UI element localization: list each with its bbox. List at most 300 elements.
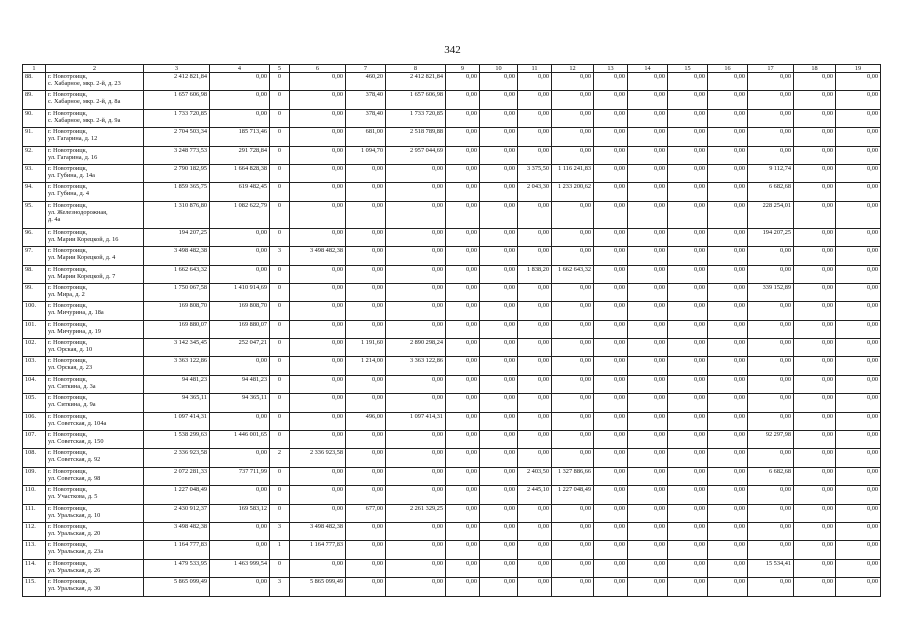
value-cell: 2 890 298,24: [386, 339, 446, 357]
address-line: г. Новотроицк,: [48, 431, 88, 439]
value-cell: 0,00: [446, 504, 480, 522]
address-line: г. Новотроицк,: [48, 449, 88, 457]
value-cell: 0,00: [518, 522, 552, 540]
value-cell: 0,00: [480, 73, 518, 91]
address-cell: [46, 559, 144, 577]
value-cell: 0,00: [668, 265, 708, 283]
value-cell: 0,00: [748, 522, 794, 540]
value-cell: 1 097 414,31: [144, 412, 210, 430]
table-row: [23, 578, 881, 596]
value-cell: 0,00: [386, 522, 446, 540]
value-cell: 0,00: [628, 183, 668, 201]
value-cell: 0,00: [386, 283, 446, 301]
value-cell: 0,00: [594, 339, 628, 357]
value-cell: 0: [270, 302, 290, 320]
value-cell: 0,00: [794, 283, 836, 301]
column-header: 3: [144, 65, 210, 73]
value-cell: 0,00: [748, 109, 794, 127]
value-cell: 0: [270, 320, 290, 338]
value-cell: 0,00: [446, 183, 480, 201]
value-cell: 1 191,60: [346, 339, 386, 357]
value-cell: 92 297,98: [748, 431, 794, 449]
value-cell: 0,00: [668, 128, 708, 146]
value-cell: 0,00: [708, 504, 748, 522]
value-cell: 0,00: [552, 283, 594, 301]
value-cell: 0,00: [594, 559, 628, 577]
value-cell: 0,00: [386, 183, 446, 201]
value-cell: 0,00: [708, 412, 748, 430]
value-cell: 0,00: [446, 265, 480, 283]
value-cell: 1 446 001,65: [210, 431, 270, 449]
table-row: [23, 394, 881, 412]
table-row: [23, 164, 881, 182]
row-number: 109.: [23, 467, 46, 485]
value-cell: 0,00: [748, 128, 794, 146]
value-cell: 0,00: [836, 504, 881, 522]
value-cell: 0,00: [552, 357, 594, 375]
value-cell: 0,00: [386, 578, 446, 596]
value-cell: 0,00: [668, 375, 708, 393]
table-row: [23, 146, 881, 164]
value-cell: 0,00: [346, 201, 386, 228]
value-cell: 0,00: [668, 486, 708, 504]
value-cell: 0: [270, 559, 290, 577]
value-cell: 0,00: [836, 91, 881, 109]
value-cell: 0,00: [628, 164, 668, 182]
address-line: г. Новотроицк,: [48, 228, 88, 236]
value-cell: 0,00: [346, 164, 386, 182]
address-line: ул. Советская, д. 92: [48, 456, 101, 464]
value-cell: 0,00: [446, 559, 480, 577]
value-cell: 0,00: [446, 339, 480, 357]
value-cell: 0,00: [748, 541, 794, 559]
value-cell: 0,00: [480, 164, 518, 182]
value-cell: 0,00: [346, 467, 386, 485]
value-cell: 0,00: [552, 578, 594, 596]
value-cell: 0,00: [836, 394, 881, 412]
value-cell: 0,00: [594, 302, 628, 320]
value-cell: 0,00: [290, 265, 346, 283]
value-cell: 1 657 606,98: [144, 91, 210, 109]
value-cell: 0,00: [628, 265, 668, 283]
value-cell: 0: [270, 109, 290, 127]
value-cell: 0,00: [748, 449, 794, 467]
value-cell: 0,00: [518, 339, 552, 357]
value-cell: 0,00: [346, 486, 386, 504]
address-cell: [46, 164, 144, 182]
value-cell: 0,00: [346, 247, 386, 265]
value-cell: 0,00: [594, 73, 628, 91]
value-cell: 94 481,23: [210, 375, 270, 393]
value-cell: 0,00: [290, 486, 346, 504]
value-cell: 0,00: [518, 449, 552, 467]
value-cell: 0,00: [552, 412, 594, 430]
value-cell: 0,00: [794, 265, 836, 283]
value-cell: 0,00: [594, 431, 628, 449]
value-cell: 0,00: [480, 228, 518, 246]
value-cell: 0,00: [386, 201, 446, 228]
value-cell: 6 682,68: [748, 183, 794, 201]
row-number: 94.: [23, 183, 46, 201]
value-cell: 0,00: [552, 431, 594, 449]
value-cell: 3: [270, 522, 290, 540]
value-cell: 0,00: [836, 128, 881, 146]
value-cell: 0,00: [446, 522, 480, 540]
address-line: г. Новотроицк,: [48, 559, 88, 567]
value-cell: 0,00: [594, 412, 628, 430]
value-cell: 0,00: [794, 201, 836, 228]
value-cell: 228 254,01: [748, 201, 794, 228]
value-cell: 0,00: [480, 283, 518, 301]
address-cell: [46, 412, 144, 430]
value-cell: 0,00: [480, 302, 518, 320]
row-number: 104.: [23, 375, 46, 393]
address-line: ул. Мичурина, д. 19: [48, 327, 101, 335]
value-cell: 0,00: [708, 375, 748, 393]
value-cell: 2 336 923,58: [144, 449, 210, 467]
value-cell: 0,00: [552, 302, 594, 320]
value-cell: 0: [270, 375, 290, 393]
value-cell: 0,00: [446, 73, 480, 91]
value-cell: 0,00: [386, 375, 446, 393]
column-header: 19: [836, 65, 881, 73]
address-cell: [46, 375, 144, 393]
value-cell: 0,00: [708, 164, 748, 182]
value-cell: 0,00: [668, 449, 708, 467]
table-row: [23, 412, 881, 430]
value-cell: 0,00: [386, 467, 446, 485]
address-line: с. Хабарное, мкр. 2-й, д. 8а: [48, 98, 121, 106]
value-cell: 0,00: [552, 541, 594, 559]
value-cell: 0,00: [836, 412, 881, 430]
value-cell: 0,00: [480, 522, 518, 540]
row-number: 114.: [23, 559, 46, 577]
value-cell: 1 164 777,83: [144, 541, 210, 559]
table-row: [23, 431, 881, 449]
value-cell: 0,00: [346, 541, 386, 559]
value-cell: 0,00: [794, 541, 836, 559]
value-cell: 2 043,30: [518, 183, 552, 201]
value-cell: 0,00: [480, 486, 518, 504]
value-cell: 460,20: [346, 73, 386, 91]
value-cell: 3 498 482,38: [144, 247, 210, 265]
address-cell: [46, 265, 144, 283]
value-cell: 0,00: [480, 578, 518, 596]
value-cell: 0,00: [480, 320, 518, 338]
value-cell: 0,00: [480, 394, 518, 412]
value-cell: 0,00: [480, 431, 518, 449]
value-cell: 0,00: [628, 431, 668, 449]
value-cell: 0,00: [628, 486, 668, 504]
value-cell: 0,00: [708, 228, 748, 246]
address-line: ул. Советская, д. 98: [48, 474, 101, 482]
row-number: 107.: [23, 431, 46, 449]
value-cell: 0,00: [552, 375, 594, 393]
value-cell: 0,00: [480, 412, 518, 430]
value-cell: 0,00: [446, 412, 480, 430]
address-cell: [46, 302, 144, 320]
value-cell: 2 403,50: [518, 467, 552, 485]
value-cell: 0: [270, 228, 290, 246]
value-cell: 0: [270, 283, 290, 301]
value-cell: 0,00: [628, 109, 668, 127]
value-cell: 0,00: [446, 302, 480, 320]
value-cell: 0,00: [836, 228, 881, 246]
value-cell: 0,00: [836, 247, 881, 265]
address-line: г. Новотроицк,: [48, 73, 88, 80]
value-cell: 0,00: [748, 91, 794, 109]
value-cell: 2 412 821,84: [144, 73, 210, 91]
value-cell: 1 733 720,85: [386, 109, 446, 127]
value-cell: 0,00: [518, 91, 552, 109]
address-line: г. Новотроицк,: [48, 247, 88, 255]
value-cell: 0,00: [668, 578, 708, 596]
value-cell: 0,00: [446, 578, 480, 596]
value-cell: 1 657 606,98: [386, 91, 446, 109]
value-cell: 0,00: [480, 247, 518, 265]
address-line: г. Новотроицк,: [48, 146, 88, 154]
address-line: с. Хабарное, мкр. 2-й, д. 23: [48, 80, 121, 87]
address-line: ул. Губина, д. 14а: [48, 171, 95, 179]
value-cell: 0,00: [480, 449, 518, 467]
table-row: [23, 559, 881, 577]
value-cell: 0,00: [552, 394, 594, 412]
address-cell: [46, 183, 144, 201]
value-cell: 0,00: [794, 339, 836, 357]
value-cell: 0,00: [210, 449, 270, 467]
value-cell: 0,00: [518, 394, 552, 412]
value-cell: 0,00: [446, 164, 480, 182]
value-cell: 0,00: [836, 357, 881, 375]
address-cell: [46, 320, 144, 338]
row-number: 103.: [23, 357, 46, 375]
value-cell: 0,00: [518, 357, 552, 375]
value-cell: 0,00: [668, 201, 708, 228]
address-cell: [46, 357, 144, 375]
value-cell: 1 094,70: [346, 146, 386, 164]
value-cell: 0,00: [628, 394, 668, 412]
value-cell: 0,00: [386, 228, 446, 246]
value-cell: 1 664 828,38: [210, 164, 270, 182]
value-cell: 0,00: [836, 339, 881, 357]
address-line: г. Новотроицк,: [48, 302, 88, 310]
value-cell: 0,00: [518, 320, 552, 338]
value-cell: 0,00: [480, 541, 518, 559]
value-cell: 0,00: [794, 91, 836, 109]
value-cell: 0,00: [628, 541, 668, 559]
table-row: [23, 375, 881, 393]
value-cell: 0,00: [518, 109, 552, 127]
address-line: с. Хабарное, мкр. 2-й, д. 9а: [48, 116, 121, 124]
header-row: [23, 65, 881, 73]
address-line: д. 4а: [48, 215, 61, 223]
value-cell: 0,00: [290, 164, 346, 182]
value-cell: 0,00: [836, 486, 881, 504]
column-header: 13: [594, 65, 628, 73]
value-cell: 0,00: [290, 357, 346, 375]
value-cell: 0,00: [628, 339, 668, 357]
table-row: [23, 357, 881, 375]
value-cell: 0,00: [386, 394, 446, 412]
value-cell: 0,00: [210, 247, 270, 265]
column-header: 12: [552, 65, 594, 73]
value-cell: 0,00: [210, 357, 270, 375]
value-cell: 0,00: [518, 283, 552, 301]
value-cell: 0,00: [290, 91, 346, 109]
address-cell: [46, 109, 144, 127]
address-cell: [46, 486, 144, 504]
value-cell: 0,00: [480, 128, 518, 146]
value-cell: 0,00: [446, 128, 480, 146]
value-cell: 0,00: [748, 265, 794, 283]
address-cell: [46, 247, 144, 265]
value-cell: 0,00: [794, 504, 836, 522]
value-cell: 0,00: [594, 128, 628, 146]
value-cell: 0,00: [290, 412, 346, 430]
value-cell: 0,00: [446, 394, 480, 412]
value-cell: 0,00: [628, 412, 668, 430]
address-cell: [46, 128, 144, 146]
value-cell: 0,00: [446, 201, 480, 228]
value-cell: 3 498 482,38: [290, 247, 346, 265]
value-cell: 0,00: [794, 164, 836, 182]
value-cell: 0,00: [518, 146, 552, 164]
value-cell: 0,00: [708, 394, 748, 412]
value-cell: 0,00: [748, 320, 794, 338]
column-header: 5: [270, 65, 290, 73]
value-cell: 0,00: [794, 357, 836, 375]
value-cell: 0,00: [446, 91, 480, 109]
row-number: 88.: [23, 73, 46, 91]
value-cell: 2: [270, 449, 290, 467]
table-row: [23, 449, 881, 467]
value-cell: 0,00: [518, 201, 552, 228]
value-cell: 0,00: [386, 449, 446, 467]
address-cell: [46, 283, 144, 301]
address-line: ул. Марии Корецкой, д. 16: [48, 235, 119, 243]
table-row: [23, 467, 881, 485]
value-cell: 0,00: [836, 541, 881, 559]
column-header: 6: [290, 65, 346, 73]
value-cell: 0,00: [836, 283, 881, 301]
value-cell: 0,00: [708, 146, 748, 164]
address-line: г. Новотроицк,: [48, 128, 88, 136]
value-cell: 194 207,25: [144, 228, 210, 246]
value-cell: 0,00: [836, 302, 881, 320]
value-cell: 0,00: [480, 375, 518, 393]
value-cell: 0,00: [552, 73, 594, 91]
value-cell: 2 261 329,25: [386, 504, 446, 522]
column-header: 16: [708, 65, 748, 73]
value-cell: 0,00: [594, 357, 628, 375]
value-cell: 0,00: [628, 375, 668, 393]
address-cell: [46, 228, 144, 246]
value-cell: 0,00: [552, 449, 594, 467]
value-cell: 3 363 122,86: [386, 357, 446, 375]
address-line: г. Новотроицк,: [48, 375, 88, 383]
value-cell: 0,00: [290, 320, 346, 338]
value-cell: 0,00: [668, 302, 708, 320]
value-cell: 0,00: [668, 164, 708, 182]
value-cell: 0,00: [628, 504, 668, 522]
address-line: г. Новотроицк,: [48, 541, 88, 549]
table-row: [23, 504, 881, 522]
value-cell: 0,00: [794, 320, 836, 338]
value-cell: 0,00: [708, 91, 748, 109]
value-cell: 1 733 720,85: [144, 109, 210, 127]
value-cell: 0: [270, 73, 290, 91]
address-cell: [46, 504, 144, 522]
value-cell: 0: [270, 431, 290, 449]
row-number: 97.: [23, 247, 46, 265]
value-cell: 0,00: [518, 375, 552, 393]
value-cell: 0,00: [594, 541, 628, 559]
value-cell: 0,00: [708, 302, 748, 320]
value-cell: 0,00: [794, 559, 836, 577]
value-cell: 0,00: [346, 449, 386, 467]
value-cell: 0,00: [446, 320, 480, 338]
value-cell: 1 463 999,54: [210, 559, 270, 577]
value-cell: 0,00: [446, 283, 480, 301]
value-cell: 0,00: [668, 467, 708, 485]
row-number: 99.: [23, 283, 46, 301]
value-cell: 0: [270, 339, 290, 357]
value-cell: 1 082 622,79: [210, 201, 270, 228]
value-cell: 0,00: [518, 228, 552, 246]
value-cell: 0,00: [748, 375, 794, 393]
column-header: 11: [518, 65, 552, 73]
value-cell: 0,00: [794, 412, 836, 430]
value-cell: 0,00: [552, 91, 594, 109]
value-cell: 0: [270, 504, 290, 522]
value-cell: 0,00: [290, 394, 346, 412]
value-cell: 737 711,99: [210, 467, 270, 485]
value-cell: 0,00: [480, 467, 518, 485]
row-number: 100.: [23, 302, 46, 320]
value-cell: 0,00: [594, 394, 628, 412]
address-line: г. Новотроицк,: [48, 201, 88, 209]
value-cell: 0,00: [386, 559, 446, 577]
value-cell: 0,00: [748, 247, 794, 265]
value-cell: 94 481,23: [144, 375, 210, 393]
value-cell: 0,00: [708, 486, 748, 504]
row-number: 108.: [23, 449, 46, 467]
value-cell: 0,00: [748, 504, 794, 522]
value-cell: 0,00: [708, 541, 748, 559]
value-cell: 0,00: [290, 375, 346, 393]
address-line: ул. Уральская, д. 30: [48, 585, 101, 593]
value-cell: 0,00: [794, 109, 836, 127]
value-cell: 0,00: [480, 339, 518, 357]
address-line: г. Новотроицк,: [48, 283, 88, 291]
value-cell: 0,00: [518, 302, 552, 320]
address-cell: [46, 467, 144, 485]
value-cell: 0,00: [290, 128, 346, 146]
address-line: г. Новотроицк,: [48, 265, 88, 273]
value-cell: 2 518 789,88: [386, 128, 446, 146]
address-cell: [46, 73, 144, 91]
value-cell: 2 072 281,33: [144, 467, 210, 485]
value-cell: 0,00: [794, 467, 836, 485]
value-cell: 0,00: [748, 412, 794, 430]
value-cell: 1 164 777,83: [290, 541, 346, 559]
value-cell: 0,00: [386, 247, 446, 265]
value-cell: 0,00: [518, 431, 552, 449]
value-cell: 0,00: [794, 486, 836, 504]
value-cell: 0,00: [628, 228, 668, 246]
value-cell: 0,00: [708, 449, 748, 467]
value-cell: 0,00: [794, 522, 836, 540]
